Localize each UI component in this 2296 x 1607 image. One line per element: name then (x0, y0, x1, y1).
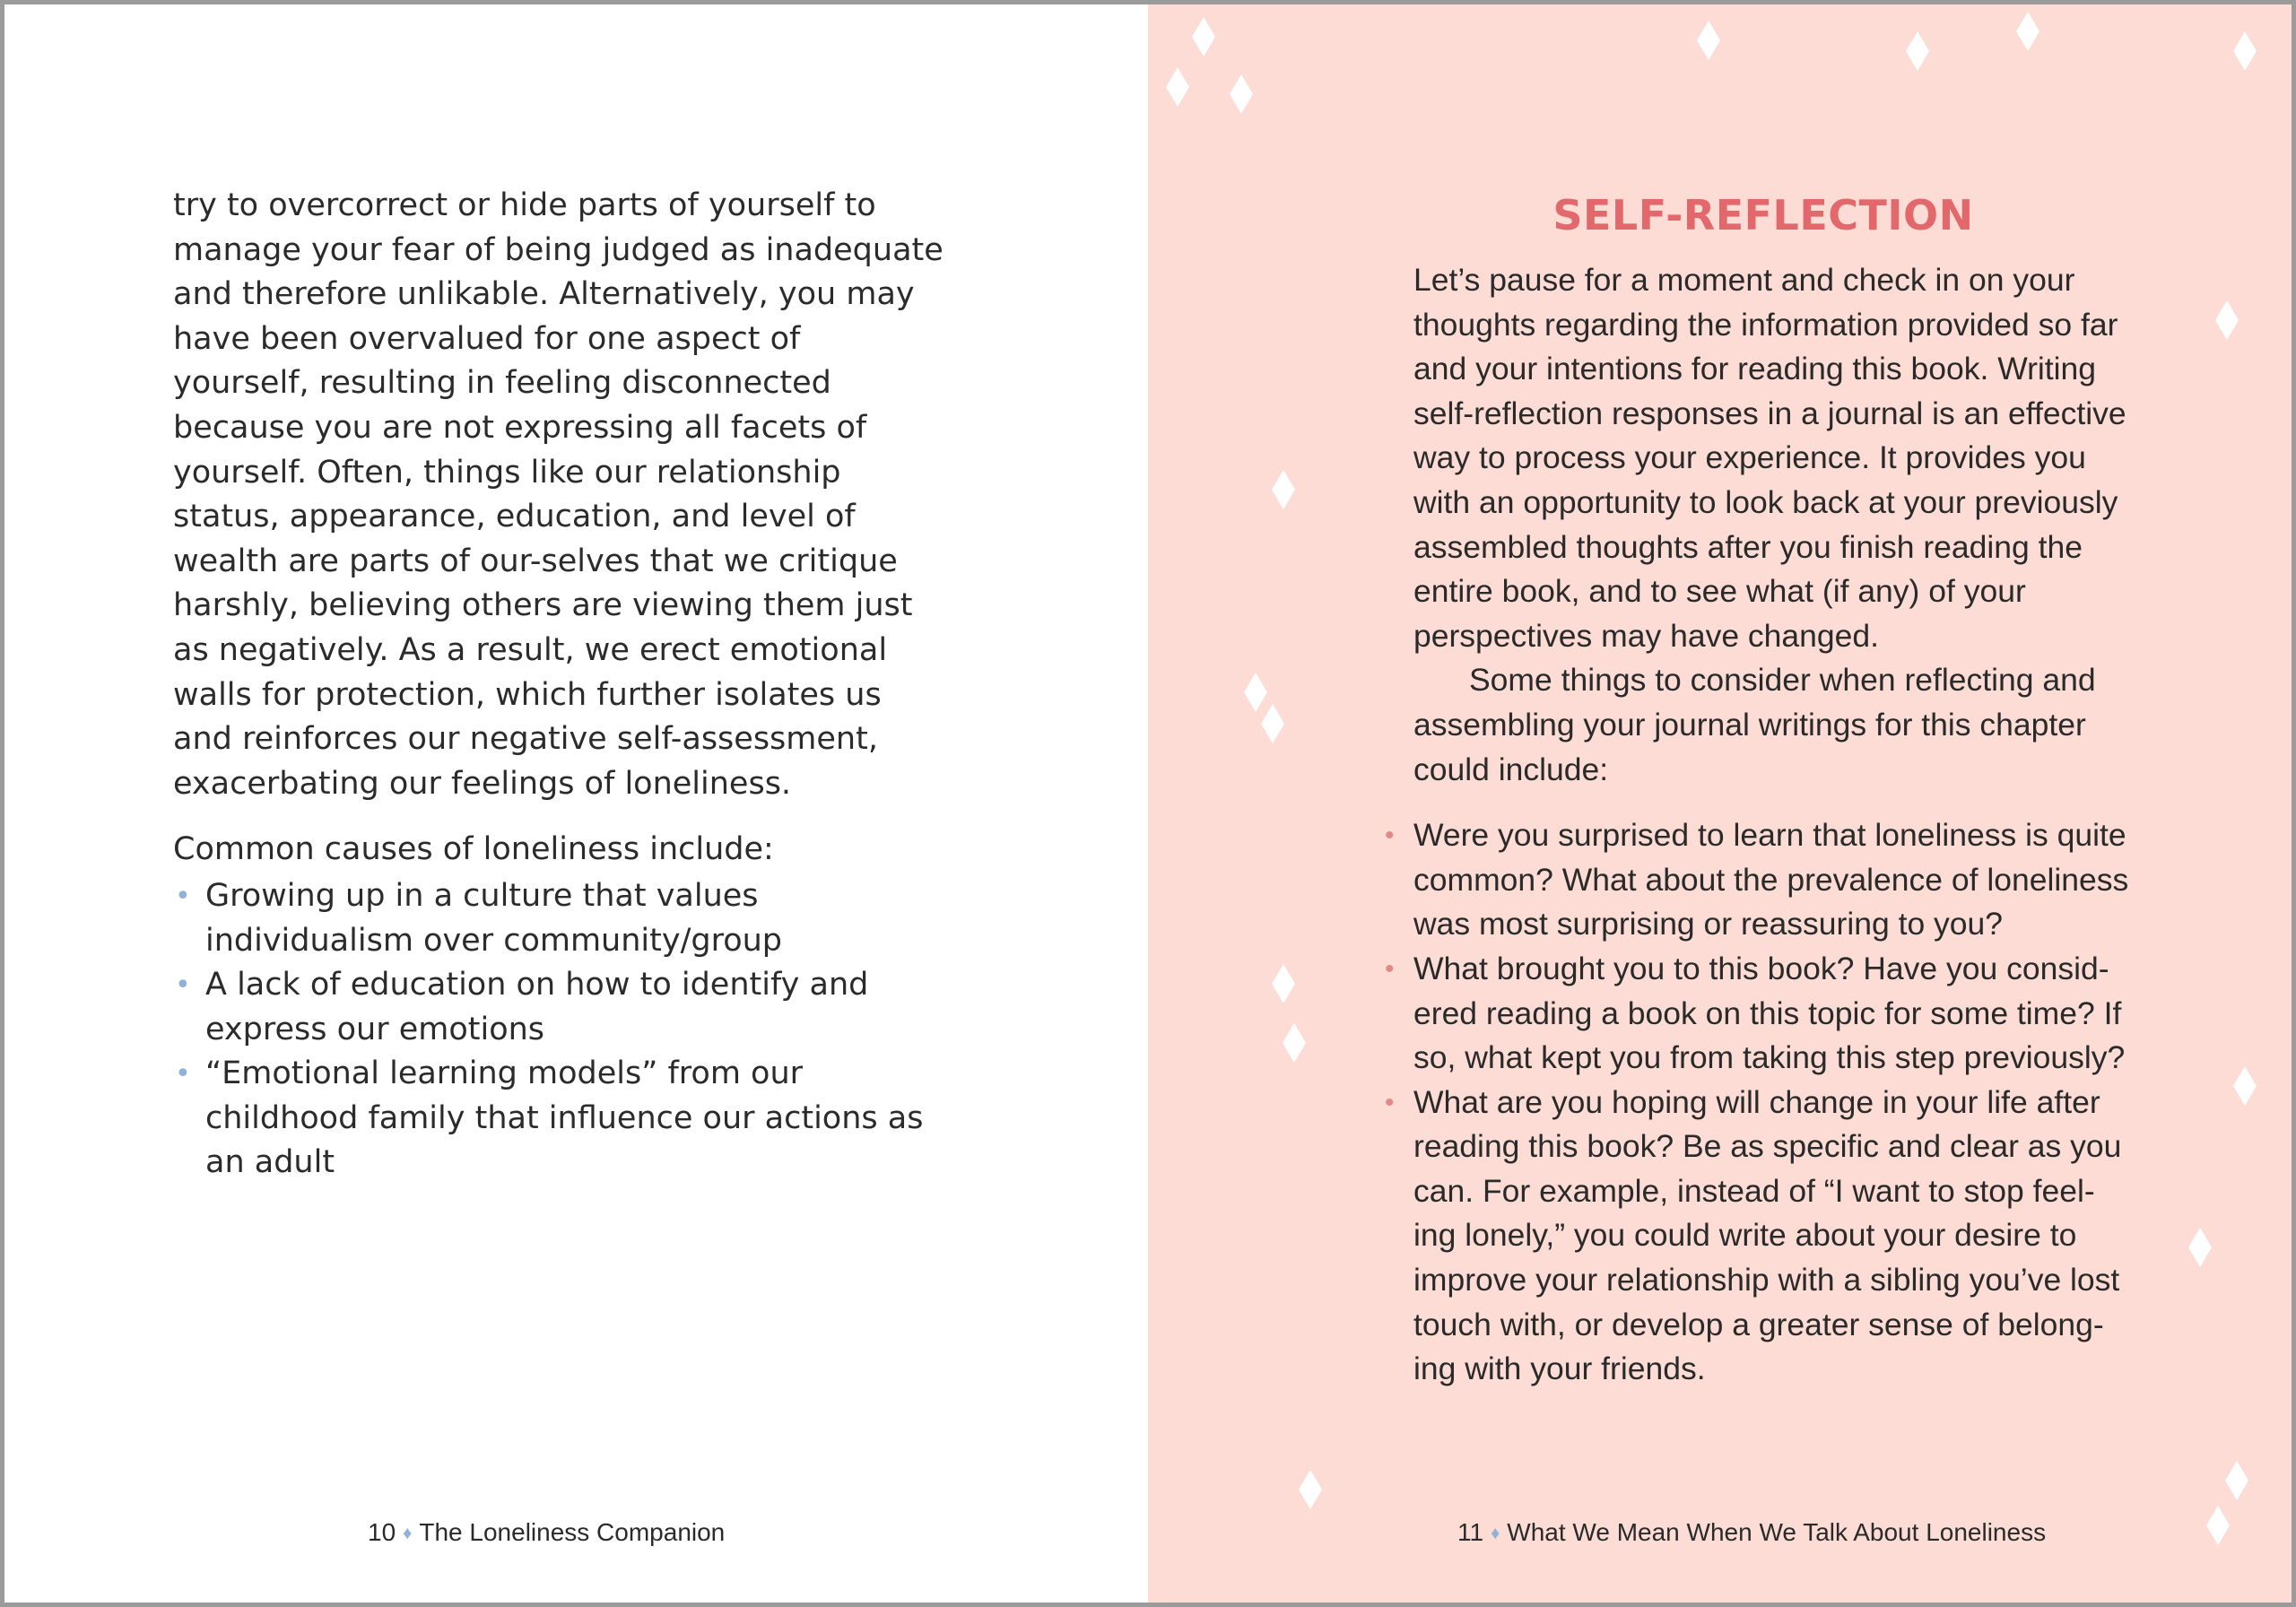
list-item: • What brought you to this book? Have you consid-ered reading a book on this topic for some time? If so, what kept you from taking this step previously? (1413, 947, 2131, 1081)
diamond-icon (1261, 704, 1284, 743)
diamond-icon (1272, 964, 1295, 1003)
diamond-icon (1697, 21, 1720, 60)
right-page-footer (1457, 1518, 2046, 1547)
diamond-icon (2188, 1228, 2212, 1267)
left-page-body (173, 184, 944, 1186)
bullet-icon: • (175, 969, 191, 1002)
page-number: 11 (1457, 1518, 1484, 1546)
left-page (4, 4, 1148, 1603)
left-page-footer (368, 1518, 725, 1547)
diamond-separator-icon: ♦ (1491, 1524, 1500, 1543)
diamond-separator-icon: ♦ (403, 1524, 413, 1543)
bullet-icon: • (1385, 1087, 1395, 1117)
body-paragraph: Let’s pause for a moment and check in on your thoughts regarding the information provided so far and your intentions for reading this book. Writing self-reflection responses in a journal is an effective way to process your experience. It provides you with an opportunity to look back at your previously assembled thoughts after you finish reading the entire book, and to see what (if any) of your perspectives may have changed. (1413, 262, 2126, 654)
list-item: • Were you surprised to learn that loneliness is quite common? What about the prevalence of loneliness was most surprising or reassuring to you? (1413, 813, 2131, 947)
section-heading: SELF-REFLECTION (1552, 191, 1974, 239)
list-item: • “Emotional learning models” from our childhood family that influence our actions as an adult (173, 1052, 944, 1186)
list-item: • A lack of education on how to identify and express our emotions (173, 963, 944, 1052)
diamond-icon (2233, 1066, 2257, 1106)
diamond-icon (2233, 31, 2257, 71)
bullet-icon: • (175, 880, 191, 912)
body-paragraph: Some things to consider when reflecting and assembling your journal writings for this chapter could include: (1413, 662, 2096, 787)
diamond-icon (1192, 17, 1215, 56)
diamond-icon (1230, 74, 1253, 114)
list-item: • Growing up in a culture that values individualism over community/group (173, 874, 944, 963)
diamond-icon (2225, 1461, 2248, 1500)
bullet-icon: • (175, 1058, 191, 1090)
list-item: • What are you hoping will change in your life after reading this book? Be as specific and clear as you can. For example, instead of “I want to stop feel-ing lonely,” you could write about your desire to improve your relationship with a sibling you’ve lost touch with, or develop a greater sense of belong-ing with your friends. (1413, 1081, 2131, 1392)
diamond-icon (2016, 12, 2039, 51)
running-title: The Loneliness Companion (419, 1518, 726, 1546)
diamond-icon (2215, 300, 2239, 340)
diamond-icon (2206, 1506, 2230, 1545)
diamond-icon (1272, 470, 1295, 509)
questions-list (1385, 813, 2131, 1392)
causes-list (173, 874, 944, 1186)
causes-intro: Common causes of loneliness include: (173, 831, 774, 868)
running-title: What We Mean When We Talk About Loneliness (1507, 1518, 2047, 1546)
body-paragraph: try to overcorrect or hide parts of yourself to manage your fear of being judged as inadequate and therefore unlikable. Alternatively, you may have been overvalued for one aspect of yourself, resulting in feeling disconnected because you are not expressing all facets of yourself. Often, things like our relationship status, appearance, education, and level of wealth are parts of our-selves that we critique harshly, believing others are viewing them just as negatively. As a result, we erect emotional walls for protection, which further isolates us and reinforces our negative self-assessment, exacerbating our feelings of loneliness. (173, 187, 944, 802)
right-page (1148, 4, 2292, 1603)
bullet-icon: • (1385, 821, 1395, 851)
diamond-icon (1283, 1023, 1306, 1063)
diamond-icon (1299, 1470, 1322, 1509)
diamond-icon (1166, 67, 1189, 107)
right-page-body (1385, 188, 2131, 1392)
page-number: 10 (368, 1518, 396, 1546)
diamond-icon (1906, 31, 1929, 71)
bullet-icon: • (1385, 953, 1395, 984)
